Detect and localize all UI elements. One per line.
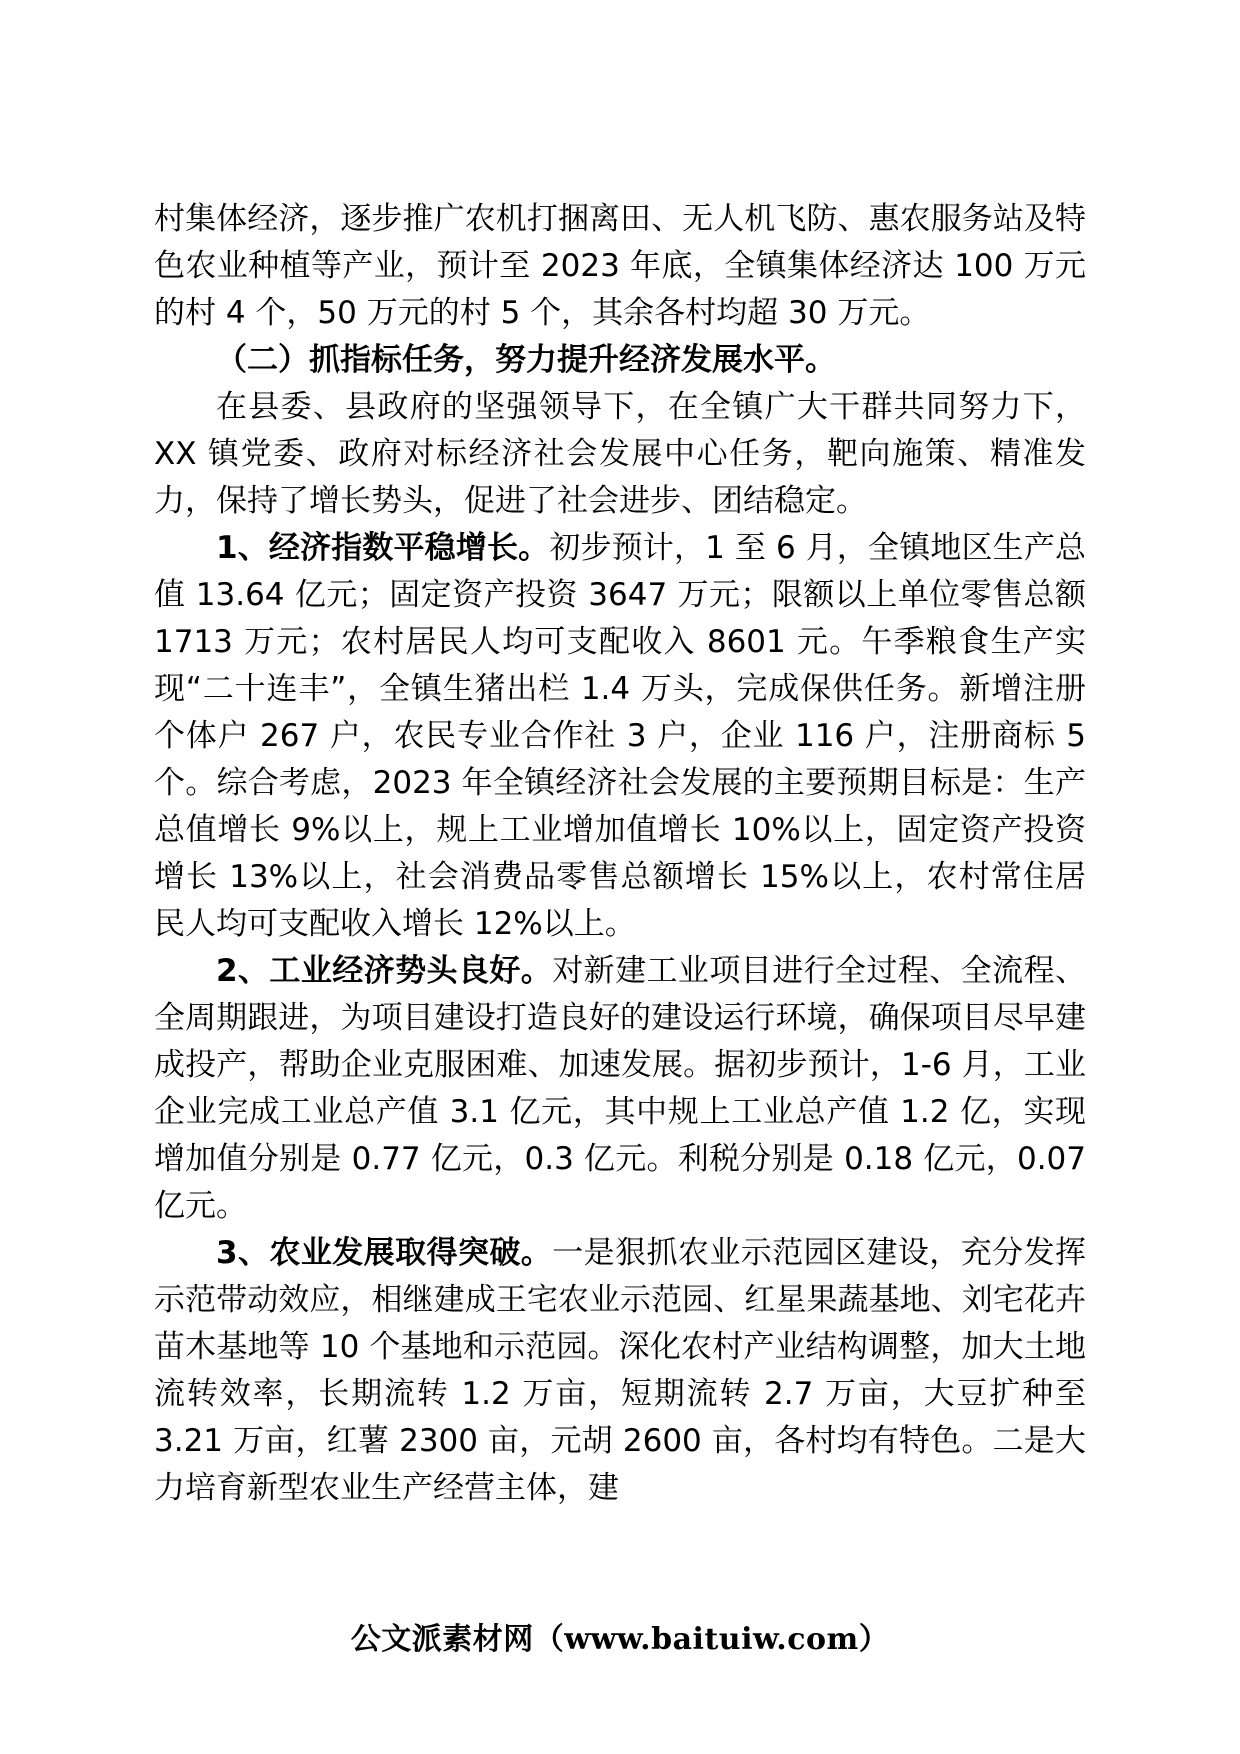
item-1-heading: 1、经济指数平稳增长。 [216, 530, 550, 566]
item-3-body: 一是狠抓农业示范园区建设，充分发挥示范带动效应，相继建成王宅农业示范园、红星果蔬基地、刘宅花卉苗木基地等 10 个基地和示范园。深化农村产业结构调整，加大土地流转效率，长期流转 1.2 万亩，短期流转 2.7 万亩，大豆扩种至 3.21 万亩，红薯 2300 亩，元胡 2600 亩，各村均有特色。二是大力培育新型农业生产经营主体，建 [154, 1235, 1087, 1506]
paragraph-intro: 在县委、县政府的坚强领导下，在全镇广大干群共同努力下，XX 镇党委、政府对标经济社会发展中心任务，靶向施策、精准发力，保持了增长势头，促进了社会进步、团结稳定。 [154, 389, 1086, 519]
item-2-body: 对新建工业项目进行全过程、全流程、全周期跟进，为项目建设打造良好的建设运行环境，确保项目尽早建成投产，帮助企业克服困难、加速发展。据初步预计，1-6 月，工业企业完成工业总产值 3.1 亿元，其中规上工业总产值 1.2 亿，实现增加值分别是 0.77 亿元，0.3 亿元。利税分别是 0.18 亿元，0.07 亿元。 [154, 953, 1087, 1224]
paragraph-item-2 [154, 948, 1086, 1230]
item-1-body: 初步预计，1 至 6 月，全镇地区生产总值 13.64 亿元；固定资产投资 3647 万元；限额以上单位零售总额 1713 万元；农村居民人均可支配收入 8601 元。午季粮食生产实现“二十连丰”，全镇生猪出栏 1.4 万头，完成保供任务。新增注册个体户 267 户，农民专业合作社 3 户，企业 116 户，注册商标 5 个。综合考虑，2023 年全镇经济社会发展的主要预期目标是：生产总值增长 9%以上，规上工业增加值增长 10%以上，固定资产投资增长 13%以上，社会消费品零售总额增长 15%以上，农村常住居民人均可支配收入增长 12%以上。 [154, 530, 1086, 942]
document-body [154, 196, 1086, 1512]
paragraph-item-1 [154, 525, 1086, 948]
item-3-heading: 3、农业发展取得突破。 [216, 1235, 553, 1271]
paragraph-continuation: 村集体经济，逐步推广农机打捆离田、无人机飞防、惠农服务站及特色农业种植等产业，预计至 2023 年底，全镇集体经济达 100 万元的村 4 个，50 万元的村 5 个，其余各村均超 30 万元。 [154, 201, 1086, 331]
item-2-heading: 2、工业经济势头良好。 [216, 953, 553, 989]
paragraph-item-3 [154, 1230, 1086, 1512]
page-footer: 公文派素材网（www.baituiw.com） [350, 1622, 890, 1657]
section-heading: （二）抓指标任务，努力提升经济发展水平。 [216, 342, 836, 378]
